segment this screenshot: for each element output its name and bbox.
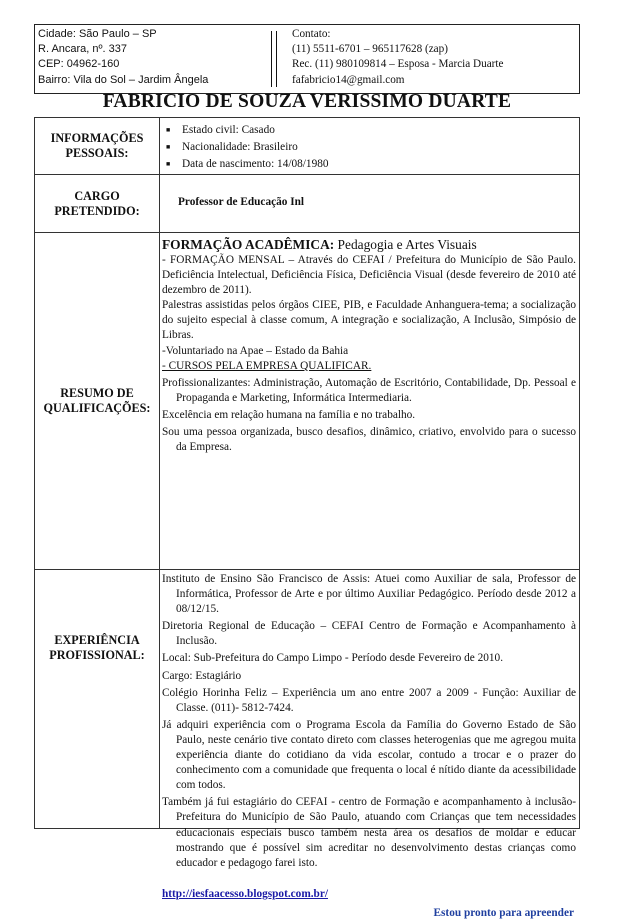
academic-formation-title: FORMAÇÃO ACADÊMICA: — [162, 237, 335, 252]
desired-position-text: Professor de Educação Inl — [178, 196, 305, 208]
courses-heading: - CURSOS PELA EMPRESA QUALIFICAR. — [162, 359, 372, 372]
qualifications-label: RESUMO DE QUALIFICAÇÕES: — [35, 233, 160, 569]
phone-line: (11) 5511-6701 – 965117628 (zap) — [292, 43, 448, 56]
personal-profile: Sou uma pessoa organizada, busco desafios, dinâmico, criativo, envolvido para o sucesso da Empresa. — [162, 426, 576, 454]
nationality: ■ Nacionalidade: Brasileiro — [162, 139, 576, 156]
neighborhood-line: Bairro: Vila do Sol – Jardim Ângela — [38, 73, 209, 86]
marital-status: ■ Estado civil: Casado — [162, 122, 576, 139]
experience-content — [162, 572, 576, 921]
contact-label: Contato: — [292, 28, 331, 40]
lectures: Palestras assistidas pelos órgãos CIEE, PIB, e Faculdade Anhanguera-tema; a socialização do sujeito especial à classe comum, A integração e socialização, A Inclusão, Simpósio de Libras. — [162, 299, 576, 342]
contact-header-box — [34, 24, 580, 94]
birth-date: ■ Data de nascimento: 14/08/1980 — [162, 156, 576, 173]
candidate-name: FABRICIO DE SOUZA VERISSIMO DUARTE — [102, 91, 512, 112]
professional-courses: Profissionalizantes: Administração, Automação de Escritório, Contabilidade, Dp. Pessoal e Propaganda e Marketing, Informática Intermediaria. — [162, 376, 576, 404]
personal-info-content — [162, 122, 576, 173]
closing-text: Estou pronto para apreender — [433, 906, 574, 919]
human-relations: Excelência em relação humana na família e no trabalho. — [162, 408, 416, 421]
message-phone-line: Rec. (11) 980109814 – Esposa - Marcia Duarte — [292, 58, 504, 71]
desired-position-label: CARGO PRETENDIDO: — [35, 175, 160, 232]
experience-cefai-intern: Também já fui estagiário do CEFAI - centro de Formação e acompanhamento à inclusão-Prefeitura do Município de São Paulo, atuando com Crianças que tem necessidades educacionais especiais busco também nesta área os desafios de moldar e educar mostrando que é possível sim acreditar no desenvolvimento destas crianças como educador e pedagogo farei isto. — [162, 796, 576, 869]
blog-link-line — [162, 887, 576, 902]
street-line: R. Ancara, nº. 337 — [38, 43, 128, 56]
experience-location: Local: Sub-Prefeitura do Campo Limpo - Período desde Fevereiro de 2010. — [162, 652, 504, 665]
resume-table — [34, 117, 580, 919]
monthly-training: - FORMAÇÃO MENSAL – Através do CEFAI / Prefeitura do Município de São Paulo. Deficiência Intelectual, Deficiência Física, Deficiência Visual (desde fevereiro de 2010 até dezembro de 2011). — [162, 254, 576, 297]
personal-info-row — [35, 118, 579, 175]
experience-escola-familia: Já adquiri experiência com o Programa Escola da Família do Governo Estado de São Paulo, neste cenário tive contato direto com classes heterogenias que me agregou muita experiência diante do cotidiano da vida escolar, contudo a trocar e o prazer do conhecimento com a comunidade que frequenta o local é nítido diante da acessibilidade com todos. — [162, 718, 576, 792]
experience-horinha: Colégio Horinha Feliz – Experiência um ano entre 2007 a 2009 - Função: Auxiliar de Classe. (011)- 5812-7424. — [162, 686, 576, 714]
experience-row — [35, 570, 579, 919]
experience-cefai: Diretoria Regional de Educação – CEFAI Centro de Formação e Acompanhamento à Inclusão. — [162, 620, 576, 648]
cep-line: CEP: 04962-160 — [38, 58, 120, 71]
volunteering: -Voluntariado na Apae – Estado da Bahia — [162, 344, 349, 357]
qualifications-row — [35, 233, 579, 570]
desired-position-row — [35, 175, 579, 233]
desired-position-value — [178, 195, 576, 210]
contact-block — [292, 27, 577, 88]
academic-formation-value: Pedagogia e Artes Visuais — [334, 237, 477, 252]
personal-info-label: INFORMAÇÕES PESSOAIS: — [35, 118, 160, 174]
city-line: Cidade: São Paulo – SP — [38, 28, 157, 40]
qualifications-content — [162, 236, 576, 455]
experience-institute: Instituto de Ensino São Francisco de Assis: Atuei como Auxiliar de sala, Professor de Informática, Professor de Arte e por último Auxiliar Pedagógico. Período desde 2012 a 08/12/15. — [162, 573, 576, 616]
experience-role: Cargo: Estagiário — [162, 669, 242, 682]
header-divider — [271, 31, 277, 87]
email-line[interactable]: fafabricio14@gmail.com — [292, 73, 405, 86]
blog-link[interactable]: http://iesfaacesso.blogspot.com.br/ — [162, 887, 328, 900]
experience-label: EXPERIÊNCIA PROFISSIONAL: — [35, 570, 160, 828]
closing-line — [162, 906, 576, 921]
academic-formation — [162, 236, 576, 253]
address-block — [38, 27, 268, 88]
